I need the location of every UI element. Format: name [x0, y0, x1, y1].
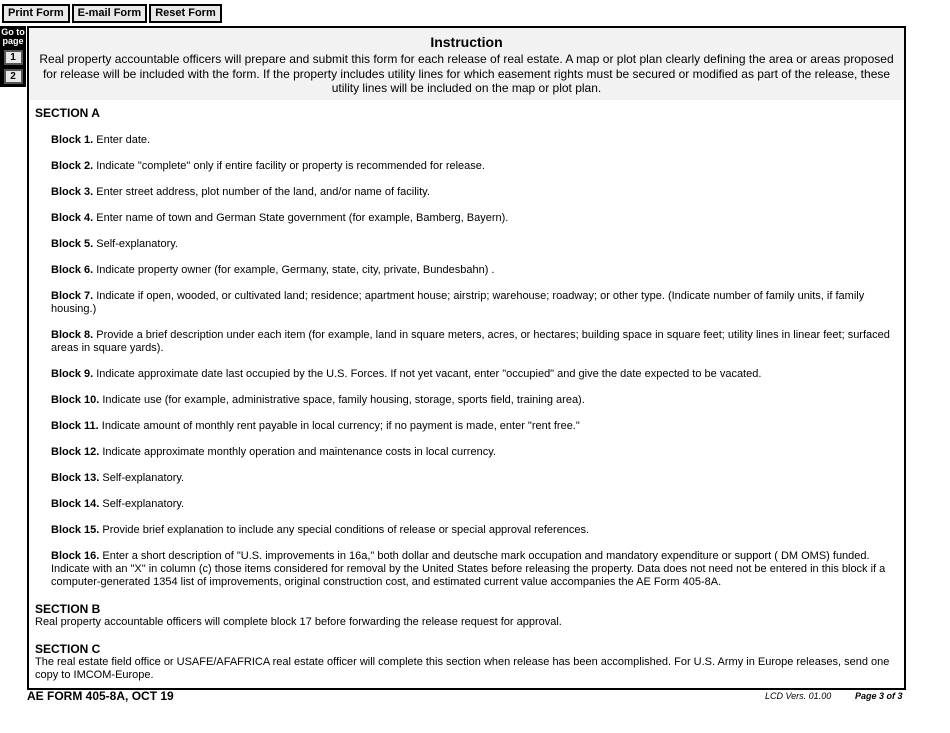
- block-text: Indicate approximate monthly operation and maintenance costs in local currency.: [102, 445, 496, 458]
- instruction-block: [51, 186, 898, 199]
- instruction-block: [51, 134, 898, 147]
- goto-page-1-button[interactable]: 1: [4, 50, 23, 65]
- instruction-title: Instruction: [430, 34, 503, 50]
- block-text: Indicate "complete" only if entire facility or property is recommended for release.: [96, 159, 485, 172]
- instruction-block: [51, 472, 898, 485]
- instruction-block: [51, 238, 898, 251]
- block-text: Enter street address, plot number of the land, and/or name of facility.: [96, 185, 430, 198]
- instruction-block: [51, 264, 898, 277]
- goto-page-2-button[interactable]: 2: [4, 69, 23, 84]
- block-text: Enter date.: [96, 133, 151, 146]
- block-label: Block 11.: [51, 419, 99, 432]
- instruction-text: Real property accountable officers will prepare and submit this form for each release of real estate. A map or plot plan clearly defining the area or areas proposed for release will be included with the form. If the property includes utility lines for which easement rights must be secured or modified as part of the release, these utility lines will be included on the map or plot plan.: [39, 52, 894, 95]
- block-text: Enter name of town and German State government (for example, Bamberg, Bayern).: [96, 211, 509, 224]
- block-label: Block 4.: [51, 211, 94, 224]
- instruction-box: [29, 28, 904, 100]
- block-text: Self-explanatory.: [102, 497, 185, 510]
- block-text: Indicate approximate date last occupied by the U.S. Forces. If not yet vacant, enter "occupied" and give the date expected to be vacated.: [96, 367, 762, 380]
- instruction-block: [51, 212, 898, 225]
- block-label: Block 10.: [51, 393, 100, 406]
- page-number: Page 3 of 3: [855, 691, 903, 701]
- form-toolbar: [2, 4, 222, 23]
- goto-page-panel: [0, 26, 26, 87]
- block-label: Block 5.: [51, 237, 94, 250]
- section-b-text: Real property accountable officers will complete block 17 before forwarding the release request for approval.: [35, 615, 562, 628]
- block-label: Block 9.: [51, 367, 94, 380]
- block-label: Block 6.: [51, 263, 94, 276]
- block-label: Block 15.: [51, 523, 100, 536]
- block-label: Block 3.: [51, 185, 94, 198]
- instruction-block: [51, 290, 898, 316]
- instruction-block: [51, 160, 898, 173]
- block-text: Indicate if open, wooded, or cultivated land; residence; apartment house; airstrip; warehouse; roadway; or other type. (Indicate number of family units, if family housing.): [51, 289, 865, 315]
- instruction-block: [51, 368, 898, 381]
- block-label: Block 12.: [51, 445, 100, 458]
- section-a-heading: SECTION A: [35, 105, 100, 120]
- instruction-block: [51, 420, 898, 433]
- block-label: Block 2.: [51, 159, 94, 172]
- block-text: Self-explanatory.: [96, 237, 178, 250]
- reset-form-button[interactable]: Reset Form: [149, 4, 222, 23]
- block-label: Block 1.: [51, 133, 94, 146]
- block-text: Self-explanatory.: [102, 471, 185, 484]
- instruction-block: [51, 550, 898, 589]
- section-c-text: The real estate field office or USAFE/AFAFRICA real estate officer will complete this section when release has been accomplished. For U.S. Army in Europe releases, send one copy to IMCOM-Europe.: [35, 655, 890, 681]
- block-text: Indicate use (for example, administrative space, family housing, storage, sports field, training area).: [102, 393, 585, 406]
- block-list: [35, 134, 898, 589]
- goto-page-label: Go to page: [1, 27, 25, 46]
- block-text: Provide a brief description under each item (for example, land in square meters, acres, or hectares; building space in square feet; utility lines in linear feet; surfaced areas in square yards).: [51, 328, 890, 354]
- section-c-heading: SECTION C: [35, 641, 101, 656]
- instruction-block: [51, 446, 898, 459]
- instruction-block: [51, 498, 898, 511]
- form-number: AE FORM 405-8A, OCT 19: [27, 689, 174, 703]
- instruction-block: [51, 524, 898, 537]
- form-page-frame: [27, 26, 906, 690]
- email-form-button[interactable]: E-mail Form: [72, 4, 148, 23]
- block-label: Block 16.: [51, 549, 100, 562]
- instructions-content: [29, 100, 904, 682]
- instruction-block: [51, 329, 898, 355]
- print-form-button[interactable]: Print Form: [2, 4, 70, 23]
- block-label: Block 14.: [51, 497, 100, 510]
- block-label: Block 13.: [51, 471, 100, 484]
- instruction-block: [51, 394, 898, 407]
- lcd-version: LCD Vers. 01.00: [765, 691, 832, 701]
- block-label: Block 7.: [51, 289, 94, 302]
- block-text: Indicate property owner (for example, Germany, state, city, private, Bundesbahn) .: [96, 263, 495, 276]
- section-b-heading: SECTION B: [35, 601, 101, 616]
- block-text: Provide brief explanation to include any special conditions of release or special approval references.: [102, 523, 590, 536]
- block-text: Indicate amount of monthly rent payable in local currency; if no payment is made, enter "rent free.": [101, 419, 580, 432]
- block-label: Block 8.: [51, 328, 94, 341]
- block-text: Enter a short description of "U.S. improvements in 16a," both dollar and deutsche mark occupation and mandatory expenditure or support ( DM OMS) funded. Indicate with an "X" in column (c) those items considered for removal by the United States before releasing the property. Data does not need not be entered in this block if a computer-generated 1354 list of improvements, original construction cost, and estimated current value accompanies the AE Form 405-8A.: [51, 549, 886, 588]
